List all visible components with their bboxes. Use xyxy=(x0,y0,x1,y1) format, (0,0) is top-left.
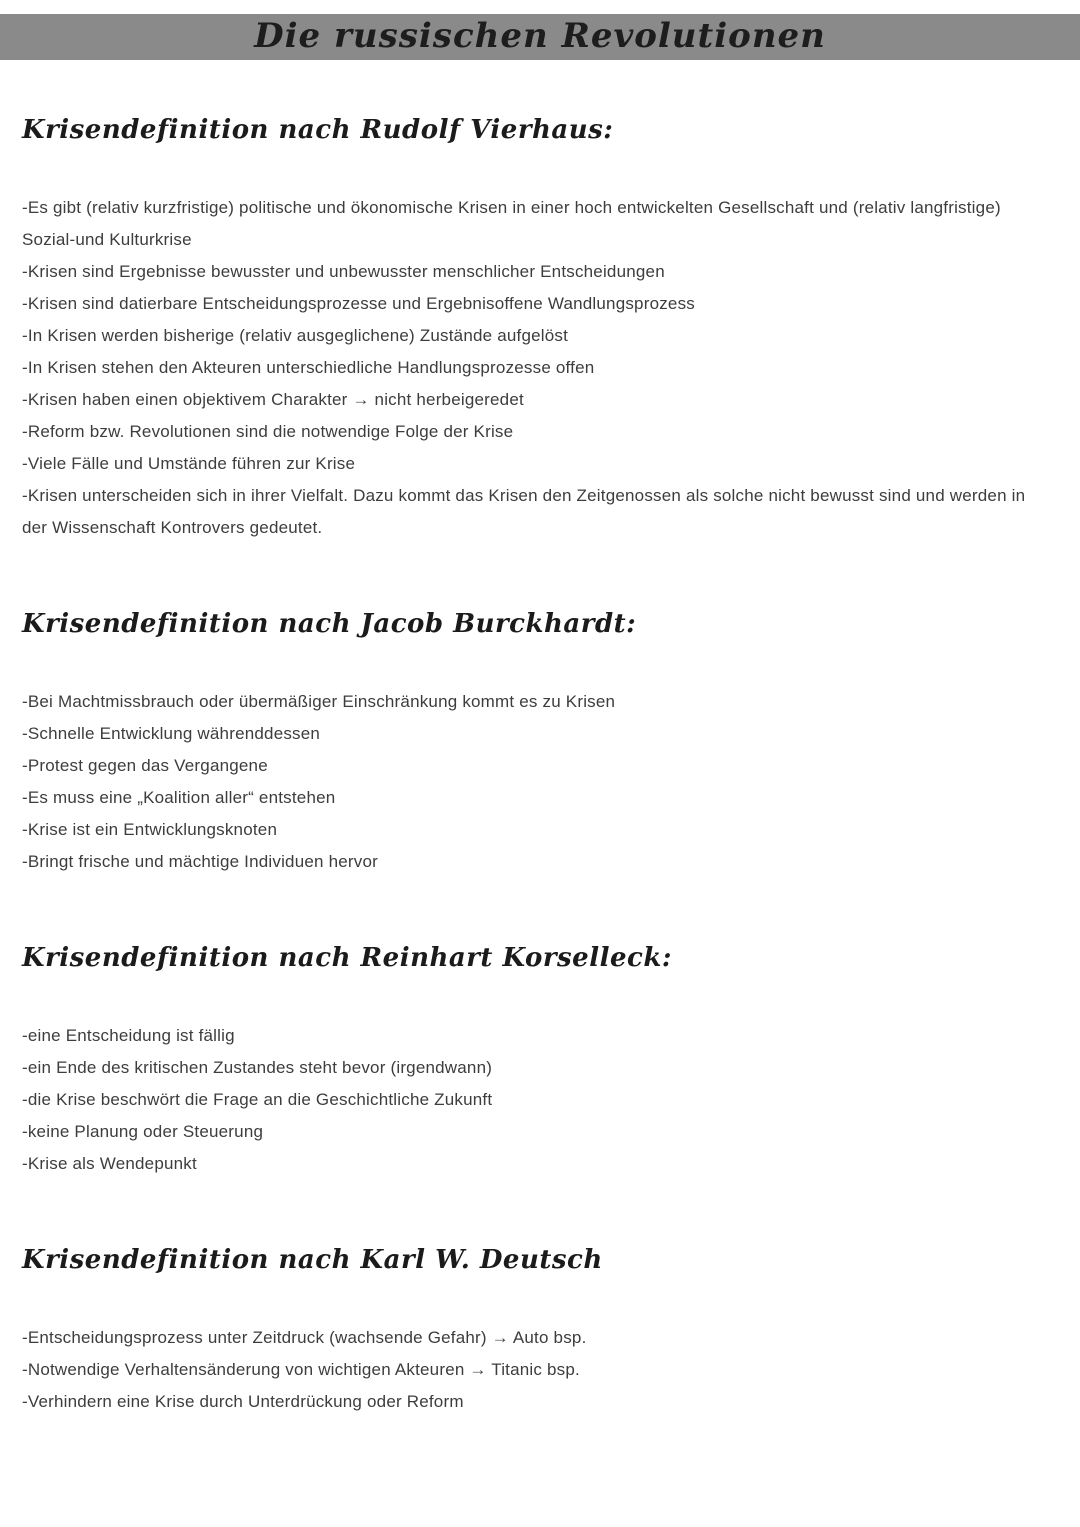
bullet-line: -Es gibt (relativ kurzfristige) politische und ökonomische Krisen in einer hoch entwickelten Gesellschaft und (relativ langfristige) Sozial-und Kulturkrise xyxy=(22,198,1001,249)
bullet-line: -ein Ende des kritischen Zustandes steht bevor (irgendwann) xyxy=(22,1058,493,1077)
bullet-line: -Notwendige Verhaltensänderung von wichtigen Akteuren → Titanic bsp. xyxy=(22,1360,580,1379)
document-title: Die russischen Revolutionen xyxy=(254,16,826,56)
bullet-line: -In Krisen werden bisherige (relativ ausgeglichene) Zustände aufgelöst xyxy=(22,326,569,345)
section-heading-deutsch: Krisendefinition nach Karl W. Deutsch xyxy=(22,1245,603,1275)
section-korselleck xyxy=(22,940,1040,1180)
bullet-line: -Krise als Wendepunkt xyxy=(22,1154,197,1173)
bullet-line: -Krisen haben einen objektivem Charakter → nicht herbeigeredet xyxy=(22,390,524,409)
bullet-line: -keine Planung oder Steuerung xyxy=(22,1122,264,1141)
bullet-line: -Reform bzw. Revolutionen sind die notwendige Folge der Krise xyxy=(22,422,514,441)
bullet-line: -Bringt frische und mächtige Individuen hervor xyxy=(22,852,378,871)
bullet-line: -Entscheidungsprozess unter Zeitdruck (wachsende Gefahr) → Auto bsp. xyxy=(22,1328,587,1347)
document-content xyxy=(22,60,1040,1418)
section-deutsch xyxy=(22,1242,1040,1418)
bullet-line: -Viele Fälle und Umstände führen zur Krise xyxy=(22,454,356,473)
section-vierhaus xyxy=(22,112,1040,544)
title-bar xyxy=(0,14,1080,60)
bullet-line: -In Krisen stehen den Akteuren unterschiedliche Handlungsprozesse offen xyxy=(22,358,595,377)
bullet-line: -Es muss eine „Koalition aller“ entstehen xyxy=(22,788,336,807)
bullet-line: -Krisen unterscheiden sich in ihrer Vielfalt. Dazu kommt das Krisen den Zeitgenossen als solche nicht bewusst sind und werden in der Wissenschaft Kontrovers gedeutet. xyxy=(22,486,1026,537)
bullet-line: -die Krise beschwört die Frage an die Geschichtliche Zukunft xyxy=(22,1090,493,1109)
bullet-line: -Verhindern eine Krise durch Unterdrückung oder Reform xyxy=(22,1392,464,1411)
bullet-line: -Schnelle Entwicklung währenddessen xyxy=(22,724,321,743)
bullet-line: -Krisen sind Ergebnisse bewusster und unbewusster menschlicher Entscheidungen xyxy=(22,262,665,281)
bullet-line: -Bei Machtmissbrauch oder übermäßiger Einschränkung kommt es zu Krisen xyxy=(22,692,616,711)
section-heading-burckhardt: Krisendefinition nach Jacob Burckhardt: xyxy=(22,609,637,639)
section-burckhardt xyxy=(22,606,1040,878)
bullet-line: -Krisen sind datierbare Entscheidungsprozesse und Ergebnisoffene Wandlungsprozess xyxy=(22,294,695,313)
bullet-line: -Krise ist ein Entwicklungsknoten xyxy=(22,820,278,839)
bullet-line: -Protest gegen das Vergangene xyxy=(22,756,268,775)
bullet-line: -eine Entscheidung ist fällig xyxy=(22,1026,235,1045)
section-heading-korselleck: Krisendefinition nach Reinhart Korselleck: xyxy=(22,943,672,973)
section-heading-vierhaus: Krisendefinition nach Rudolf Vierhaus: xyxy=(22,115,614,145)
